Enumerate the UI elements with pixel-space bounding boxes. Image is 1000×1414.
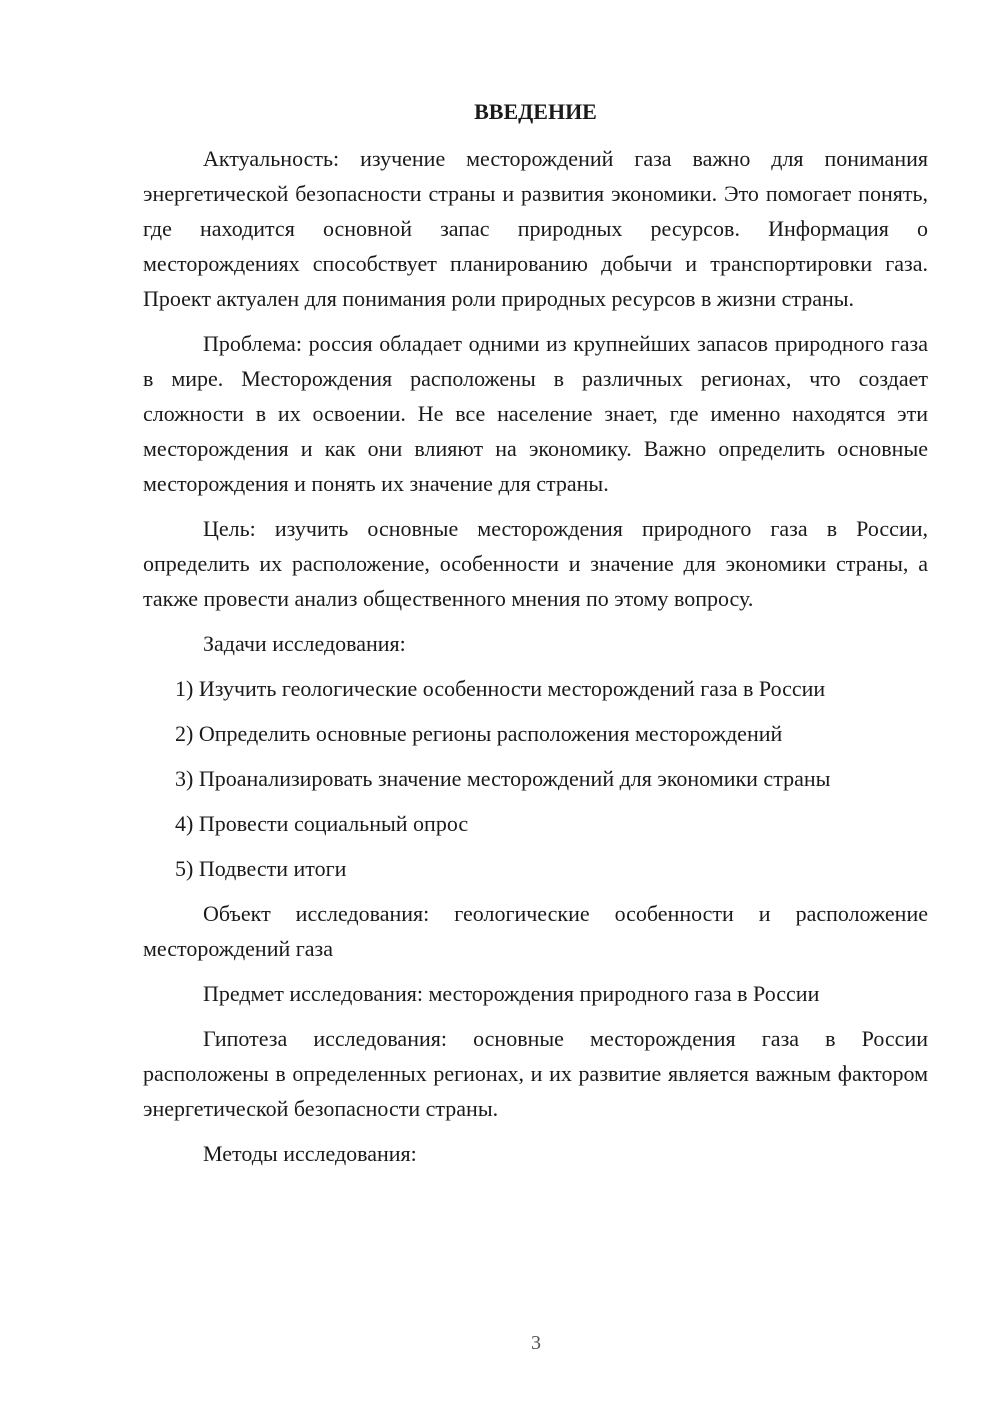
task-item-3: 3) Проанализировать значение месторождений для экономики страны bbox=[175, 766, 831, 791]
paragraph-methods: Методы исследования: bbox=[203, 1141, 417, 1166]
section-heading: ВВЕДЕНИЕ bbox=[474, 99, 597, 124]
task-item-1: 1) Изучить геологические особенности месторождений газа в России bbox=[175, 676, 826, 701]
task-item-2: 2) Определить основные регионы расположения месторождений bbox=[175, 721, 783, 746]
task-item-5: 5) Подвести итоги bbox=[175, 856, 347, 881]
paragraph-hypothesis: Гипотеза исследования: основные месторождения газа в России расположены в определенных регионах, и их развитие является важным фактором энергетической безопасности страны. bbox=[143, 1026, 928, 1121]
paragraph-relevance: Актуальность: изучение месторождений газа важно для понимания энергетической безопасности страны и развития экономики. Это помогает понять, где находится основной запас природных ресурсов. Информация о месторождениях способствует планированию добычи и транспортировки газа. Проект актуален для понимания роли природных ресурсов в жизни страны. bbox=[143, 146, 928, 311]
task-item-4: 4) Провести социальный опрос bbox=[175, 811, 469, 836]
paragraph-subject: Предмет исследования: месторождения природного газа в России bbox=[203, 981, 820, 1006]
paragraph-object: Объект исследования: геологические особенности и расположение месторождений газа bbox=[143, 901, 928, 961]
paragraph-goal: Цель: изучить основные месторождения природного газа в России, определить их расположение, особенности и значение для экономики страны, а также провести анализ общественного мнения по этому вопросу. bbox=[143, 516, 928, 611]
page-content bbox=[143, 94, 928, 1181]
page-number: 3 bbox=[531, 1332, 541, 1354]
tasks-list bbox=[143, 671, 928, 886]
tasks-intro: Задачи исследования: bbox=[203, 631, 406, 656]
paragraph-problem: Проблема: россия обладает одними из крупнейших запасов природного газа в мире. Месторождения расположены в различных регионах, что создает сложности в их освоении. Не все население знает, где именно находятся эти месторождения и как они влияют на экономику. Важно определить основные месторождения и понять их значение для страны. bbox=[143, 331, 928, 496]
